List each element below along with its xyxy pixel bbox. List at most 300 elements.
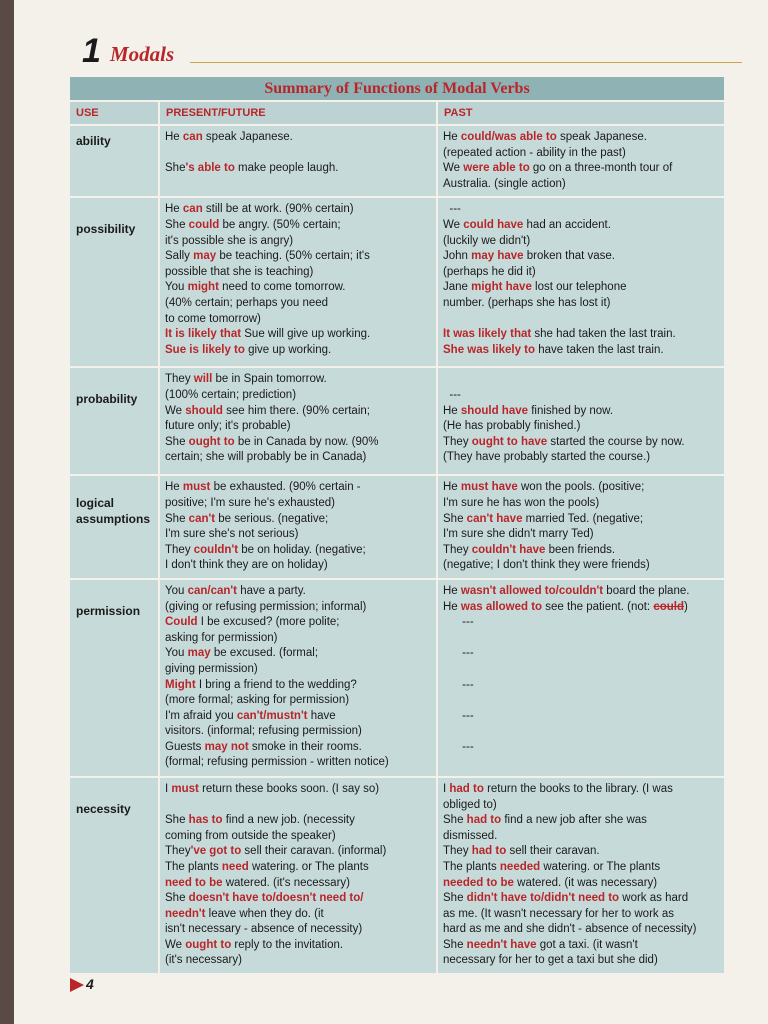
example-text: I be excused? (more polite;	[197, 616, 340, 629]
modal-verb-highlight: may	[187, 647, 211, 660]
example-line	[165, 829, 431, 845]
example-line	[443, 218, 719, 234]
example-text: have a party.	[237, 584, 306, 597]
example-line	[443, 404, 719, 420]
example-text: hard as me and she didn't - absence of necessity)	[443, 923, 697, 936]
example-line	[165, 327, 431, 343]
example-line	[165, 860, 431, 876]
example-line	[165, 876, 431, 892]
example-line	[443, 327, 719, 343]
example-text: The plants	[443, 860, 500, 873]
use-cell: probability	[70, 368, 158, 474]
example-text: We	[165, 404, 186, 417]
example-text: speak Japanese.	[202, 131, 293, 143]
example-text: see him there. (90% certain;	[222, 404, 370, 417]
example-line	[443, 265, 719, 281]
example-line	[165, 218, 431, 234]
example-text: she had taken the last train.	[531, 328, 676, 341]
example-text: We	[443, 218, 464, 231]
example-line	[165, 953, 431, 969]
example-text: He	[165, 203, 183, 216]
example-line	[165, 678, 431, 694]
example-text: watering. or The plants	[248, 860, 369, 873]
example-text: return the books to the library. (I was	[483, 782, 673, 795]
modal-verb-highlight: ought to	[188, 435, 235, 448]
example-line	[443, 813, 719, 829]
modal-verb-highlight: She was likely to	[443, 343, 536, 356]
example-line	[443, 678, 719, 694]
example-text: been friends.	[545, 543, 616, 556]
example-text: watered. (it's necessary)	[222, 876, 350, 889]
page-arrow-icon	[70, 978, 84, 992]
example-line	[165, 543, 431, 559]
example-text: go on a three-month tour of	[529, 162, 673, 175]
example-text: lost our telephone	[531, 281, 627, 294]
example-line	[443, 829, 719, 845]
example-text: certain; she will probably be in Canada)	[165, 451, 367, 464]
modal-verb-highlight: couldn't have	[471, 543, 546, 556]
modal-verb-highlight: Sue is likely to	[165, 343, 245, 356]
use-cell: ability	[70, 126, 158, 196]
example-line	[443, 388, 719, 404]
modal-verb-highlight: might	[187, 281, 219, 294]
example-text: Australia. (single action)	[443, 177, 566, 190]
modal-verb-highlight: needn't	[165, 907, 206, 920]
example-line	[165, 388, 431, 404]
example-line	[443, 146, 719, 162]
example-line	[165, 693, 431, 709]
example-text: ---	[443, 678, 474, 691]
example-text: watering. or The plants	[540, 860, 661, 873]
modal-verb-highlight: has to	[188, 814, 223, 827]
example-line	[165, 280, 431, 296]
table-body	[70, 126, 724, 973]
example-text: future only; it's probable)	[165, 420, 291, 433]
example-text: to come tomorrow)	[165, 312, 261, 325]
example-line	[443, 130, 719, 146]
example-line	[165, 146, 431, 162]
example-text: isn't necessary - absence of necessity)	[165, 923, 363, 936]
modal-verbs-table	[68, 75, 726, 975]
example-line	[165, 435, 431, 451]
example-text: (perhaps he did it)	[443, 265, 536, 278]
example-line	[443, 558, 719, 574]
example-text: giving permission)	[165, 662, 258, 675]
example-text: be excused. (formal;	[210, 647, 319, 660]
example-line	[165, 584, 431, 600]
example-text: He	[443, 600, 461, 613]
example-line	[443, 202, 719, 218]
table-row	[70, 580, 724, 776]
example-text: (40% certain; perhaps you need	[165, 296, 329, 309]
example-text: (They have probably started the course.)	[443, 451, 651, 464]
example-line	[443, 234, 719, 250]
example-text: be teaching. (50% certain; it's	[216, 250, 370, 263]
column-header-past: PAST	[438, 102, 724, 124]
example-text: board the plane.	[603, 584, 690, 597]
example-text: need to come tomorrow.	[218, 281, 346, 294]
example-text: I bring a friend to the wedding?	[195, 678, 357, 691]
modal-verb-highlight: couldn't	[193, 543, 239, 556]
modal-verb-highlight: will	[193, 373, 213, 386]
example-line	[443, 527, 719, 543]
page-footer	[70, 976, 94, 992]
example-line	[165, 907, 431, 923]
example-text: She	[165, 512, 189, 525]
example-text: (it's necessary)	[165, 954, 242, 967]
example-line	[165, 161, 431, 177]
example-line	[165, 922, 431, 938]
example-line	[443, 615, 719, 631]
example-line	[165, 709, 431, 725]
example-line	[165, 662, 431, 678]
example-line	[443, 480, 719, 496]
example-line	[443, 693, 719, 709]
example-text: She	[165, 814, 189, 827]
example-line	[443, 876, 719, 892]
example-text: started the course by now.	[547, 435, 685, 448]
example-line	[443, 312, 719, 328]
example-line	[165, 844, 431, 860]
modal-verb-highlight: It is likely that	[165, 328, 242, 341]
example-line	[443, 844, 719, 860]
example-line	[165, 798, 431, 814]
example-text: They	[443, 435, 472, 448]
modal-verb-highlight: had to	[449, 782, 484, 795]
example-text: He	[165, 131, 183, 143]
chapter-header	[82, 32, 742, 70]
present-future-cell	[160, 778, 436, 973]
example-line	[165, 496, 431, 512]
example-text: (more formal; asking for permission)	[165, 694, 350, 707]
example-line	[165, 740, 431, 756]
example-text: I don't think they are on holiday)	[165, 559, 328, 572]
modal-verb-highlight: can/can't	[187, 584, 238, 597]
example-text: You	[165, 281, 188, 294]
present-future-cell	[160, 476, 436, 578]
example-text: She	[165, 162, 186, 175]
past-cell	[438, 126, 724, 196]
modal-verb-highlight: Could	[165, 616, 198, 629]
example-text: She	[165, 218, 189, 231]
example-text: (luckily we didn't)	[443, 234, 531, 247]
example-text: I'm sure she's not serious)	[165, 528, 299, 541]
example-line	[165, 600, 431, 616]
modal-verb-highlight: need	[221, 860, 249, 873]
example-text: finished by now.	[528, 404, 614, 417]
modal-verb-highlight: should have	[460, 404, 529, 417]
chapter-title: Modals	[110, 42, 175, 66]
example-line	[165, 265, 431, 281]
example-line	[443, 280, 719, 296]
example-line	[443, 740, 719, 756]
example-line	[165, 527, 431, 543]
modal-verb-highlight: 've got to	[190, 845, 242, 858]
example-text: be in Spain tomorrow.	[212, 373, 327, 386]
example-line	[165, 724, 431, 740]
modal-verb-highlight: could	[188, 218, 220, 231]
example-text: visitors. (informal; refusing permission)	[165, 725, 362, 738]
past-cell	[438, 198, 724, 366]
example-line	[165, 450, 431, 466]
example-text: obliged to)	[443, 798, 497, 811]
modal-verb-highlight: can't/mustn't	[236, 709, 308, 722]
example-text: be in Canada by now. (90%	[234, 435, 379, 448]
example-line	[443, 177, 719, 193]
example-line	[165, 782, 431, 798]
example-text: sell their caravan.	[506, 845, 600, 858]
example-text: He	[443, 404, 461, 417]
example-text: coming from outside the speaker)	[165, 829, 336, 842]
modal-verb-highlight: may not	[204, 740, 249, 753]
modal-verb-highlight: should	[185, 404, 223, 417]
example-text: They	[165, 845, 191, 858]
example-line	[443, 662, 719, 678]
use-cell: possibility	[70, 198, 158, 366]
example-text: ---	[443, 616, 474, 629]
example-line	[443, 496, 719, 512]
modal-verb-highlight: must	[171, 782, 199, 795]
example-line	[443, 584, 719, 600]
example-line	[443, 419, 719, 435]
example-text: be angry. (50% certain;	[219, 218, 341, 231]
example-line	[165, 938, 431, 954]
example-line	[165, 631, 431, 647]
example-line	[165, 480, 431, 496]
example-text: see the patient. (not:	[542, 600, 654, 613]
example-text: as me. (It wasn't necessary for her to work as	[443, 907, 674, 920]
example-line	[443, 709, 719, 725]
modal-verb-highlight: had to	[466, 814, 502, 827]
example-line	[165, 202, 431, 218]
example-text: Guests	[165, 740, 205, 753]
example-line	[165, 558, 431, 574]
use-cell: logical assumptions	[70, 476, 158, 578]
modal-verb-highlight: need to be	[165, 876, 223, 889]
example-line	[443, 600, 719, 616]
example-text: She	[443, 512, 467, 525]
example-line	[165, 755, 431, 771]
example-line	[165, 249, 431, 265]
example-text: necessary for her to get a taxi but she did)	[443, 954, 658, 967]
example-text: return these books soon. (I say so)	[198, 782, 380, 795]
example-text: Sally	[165, 250, 194, 263]
modal-verb-highlight: might have	[471, 281, 532, 294]
example-line	[165, 312, 431, 328]
example-text: have taken the last train.	[535, 343, 664, 356]
example-line	[443, 512, 719, 528]
example-line	[165, 296, 431, 312]
example-line	[443, 782, 719, 798]
modal-verb-highlight: can't have	[466, 512, 523, 525]
example-line	[165, 615, 431, 631]
example-text: She	[443, 938, 467, 951]
table-row	[70, 126, 724, 196]
example-line	[443, 296, 719, 312]
modal-verb-highlight: can't	[188, 512, 216, 525]
modal-verb-highlight: wasn't allowed to/couldn't	[460, 584, 604, 597]
past-cell	[438, 476, 724, 578]
example-text: He	[165, 481, 183, 494]
example-line	[165, 130, 431, 146]
example-text: ---	[443, 388, 461, 401]
example-text: (100% certain; prediction)	[165, 388, 297, 401]
modal-verb-highlight: was allowed to	[460, 600, 543, 613]
past-cell	[438, 778, 724, 973]
example-text: find a new job. (necessity	[222, 814, 355, 827]
example-text: (formal; refusing permission - written notice)	[165, 756, 389, 769]
example-text: I'm sure he has won the pools)	[443, 496, 600, 509]
table-row	[70, 476, 724, 578]
column-header-present-future: PRESENT/FUTURE	[160, 102, 436, 124]
use-cell: permission	[70, 580, 158, 776]
modal-verb-highlight: had to	[471, 845, 507, 858]
example-text: (giving or refusing permission; informal)	[165, 600, 367, 613]
example-line	[443, 161, 719, 177]
example-text: They	[165, 543, 194, 556]
example-text: )	[684, 600, 688, 613]
modal-verb-highlight: Might	[165, 678, 196, 691]
example-line	[165, 646, 431, 662]
example-line	[443, 435, 719, 451]
example-text: it's possible she is angry)	[165, 234, 294, 247]
example-text: leave when they do. (it	[205, 907, 324, 920]
example-text: We	[443, 162, 464, 175]
example-text: ---	[443, 203, 461, 216]
example-text: (repeated action - ability in the past)	[443, 146, 626, 159]
table-row	[70, 778, 724, 973]
example-line	[443, 543, 719, 559]
example-text: ---	[443, 647, 474, 660]
example-line	[165, 372, 431, 388]
example-text: be serious. (negative;	[215, 512, 329, 525]
example-text: sell their caravan. (informal)	[241, 845, 387, 858]
present-future-cell	[160, 126, 436, 196]
use-cell: necessity	[70, 778, 158, 973]
modal-verb-highlight: 's able to	[185, 162, 235, 175]
example-text: dismissed.	[443, 829, 498, 842]
example-line	[165, 404, 431, 420]
modal-verb-highlight: needed to be	[443, 876, 514, 889]
example-text: find a new job after she was	[501, 814, 647, 827]
example-line	[443, 343, 719, 359]
modal-verb-highlight: It was likely that	[443, 328, 532, 341]
example-text: She	[165, 435, 189, 448]
modal-verb-highlight: were able to	[463, 162, 530, 175]
example-text: I	[443, 782, 450, 795]
modal-verb-highlight: could/was able to	[460, 131, 557, 143]
example-text: She	[165, 892, 189, 905]
example-line	[443, 953, 719, 969]
example-line	[443, 249, 719, 265]
example-text: work as hard	[619, 892, 689, 905]
example-line	[443, 450, 719, 466]
example-text: speak Japanese.	[556, 131, 647, 143]
example-line	[165, 813, 431, 829]
example-text: The plants	[165, 860, 222, 873]
present-future-cell	[160, 580, 436, 776]
example-text: make people laugh.	[234, 162, 339, 175]
example-text: be on holiday. (negative;	[238, 543, 366, 556]
example-text: He	[443, 131, 461, 143]
example-line	[443, 724, 719, 740]
example-text: watered. (it was necessary)	[513, 876, 658, 889]
example-text: broken that vase.	[523, 250, 615, 263]
example-text: They	[443, 845, 472, 858]
table-title: Summary of Functions of Modal Verbs	[70, 77, 724, 100]
example-text: They	[443, 543, 472, 556]
modal-verb-highlight: may	[193, 250, 217, 263]
example-text: ---	[443, 709, 474, 722]
page-number: 4	[86, 976, 94, 992]
modal-verb-highlight: could	[653, 600, 684, 613]
example-line	[443, 938, 719, 954]
example-line	[165, 512, 431, 528]
modal-verb-highlight: must	[182, 481, 211, 494]
example-text: positive; I'm sure he's exhausted)	[165, 496, 335, 509]
present-future-cell	[160, 198, 436, 366]
past-cell	[438, 368, 724, 474]
example-text: Jane	[443, 281, 472, 294]
example-line	[165, 419, 431, 435]
modal-verb-highlight: must have	[460, 481, 518, 494]
example-line	[443, 798, 719, 814]
example-line	[443, 631, 719, 647]
example-text: reply to the invitation.	[231, 938, 344, 951]
example-text: smoke in their rooms.	[248, 740, 362, 753]
example-line	[443, 891, 719, 907]
example-text: You	[165, 647, 188, 660]
example-text: have	[307, 709, 336, 722]
example-line	[165, 234, 431, 250]
example-text: be exhausted. (90% certain -	[210, 481, 361, 494]
modal-verb-highlight: can	[182, 131, 203, 143]
modal-verb-highlight: doesn't have to/doesn't need to/	[188, 892, 364, 905]
example-text: John	[443, 250, 472, 263]
modal-verb-highlight: needn't have	[466, 938, 537, 951]
table-row	[70, 368, 724, 474]
modal-verb-highlight: can	[182, 203, 203, 216]
example-line	[443, 907, 719, 923]
example-text: married Ted. (negative;	[522, 512, 644, 525]
example-text: give up working.	[244, 343, 332, 356]
column-header-use: USE	[70, 102, 158, 124]
modal-verb-highlight: didn't have to/didn't need to	[466, 892, 620, 905]
example-text: We	[165, 938, 186, 951]
modal-verb-highlight: could have	[463, 218, 524, 231]
example-text: asking for permission)	[165, 631, 278, 644]
example-line	[443, 372, 719, 388]
modal-verb-highlight: needed	[499, 860, 541, 873]
example-text: had an accident.	[523, 218, 611, 231]
example-text: I	[165, 782, 172, 795]
example-text: got a taxi. (it wasn't	[536, 938, 638, 951]
present-future-cell	[160, 368, 436, 474]
example-text: Sue will give up working.	[241, 328, 371, 341]
example-text: ---	[443, 740, 474, 753]
modal-verb-highlight: ought to have	[471, 435, 548, 448]
example-text: You	[165, 584, 188, 597]
example-text: number. (perhaps she has lost it)	[443, 296, 611, 309]
example-text: He	[443, 584, 461, 597]
example-text: She	[443, 814, 467, 827]
example-line	[443, 922, 719, 938]
example-text: still be at work. (90% certain)	[202, 203, 354, 216]
modal-verb-highlight: ought to	[185, 938, 232, 951]
table-row	[70, 198, 724, 366]
example-text: I'm sure she didn't marry Ted)	[443, 528, 594, 541]
example-text: (negative; I don't think they were friends)	[443, 559, 650, 572]
